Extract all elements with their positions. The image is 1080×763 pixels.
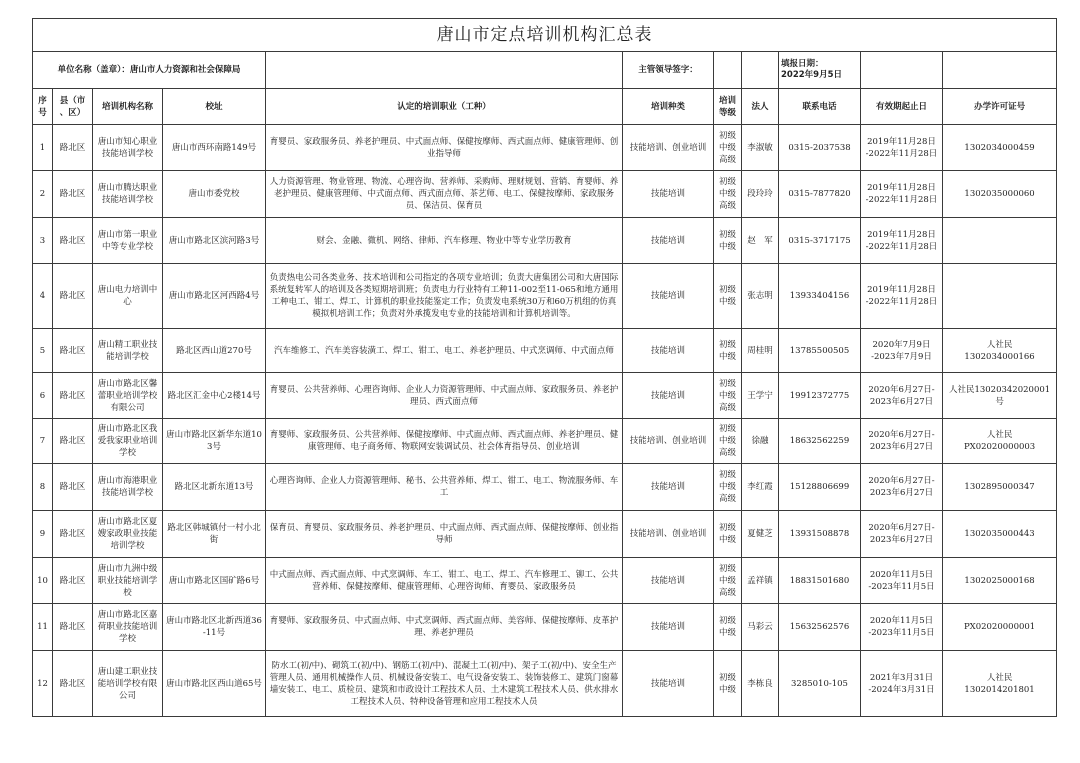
cell-level — [714, 419, 742, 464]
table-row — [33, 218, 1057, 264]
cell-license — [943, 419, 1057, 464]
cell-level — [714, 329, 742, 373]
cell-license-line: 人社民13020342020001号 — [948, 384, 1051, 407]
cell-training-type: 技能培训 — [623, 264, 714, 329]
header-level-line: 等级 — [718, 107, 736, 118]
cell-institution-name: 唐山市知心职业技能培训学校 — [93, 125, 163, 171]
cell-county: 路北区 — [53, 651, 93, 717]
table-row — [33, 264, 1057, 329]
cell-phone: 13933404156 — [779, 264, 861, 329]
cell-license — [943, 373, 1057, 419]
header-county-line: 、区） — [59, 107, 86, 118]
cell-validity-line: 2019年11月28日 — [867, 136, 936, 147]
cell-address: 路北区韩城镇付一村小北街 — [163, 511, 266, 558]
cell-phone: 3285010-105 — [779, 651, 861, 717]
header-level — [714, 89, 742, 125]
cell-validity-line: 2020年6月27日- — [868, 430, 935, 440]
cell-level-line: 高级 — [718, 494, 736, 504]
cell-address: 唐山市路北区西山道65号 — [163, 651, 266, 717]
cell-legal-person: 张志明 — [742, 264, 779, 329]
fill-date — [779, 52, 861, 89]
cell-seq: 5 — [33, 329, 53, 373]
cell-validity-line: 2020年7月9日 — [872, 339, 931, 350]
cell-level-line: 中级 — [718, 482, 736, 492]
cell-validity — [861, 558, 943, 604]
header-license: 办学许可证号 — [943, 89, 1057, 125]
cell-seq: 10 — [33, 558, 53, 604]
cell-occupations: 育婴师、家政服务员、公共营养师、保健按摩师、中式面点师、西式面点师、养老护理员、健康管理师、电子商务师、物联网安装调试员、社会体育指导员、创业培训 — [266, 419, 623, 464]
header-seq-line: 序 — [38, 95, 47, 106]
cell-address: 唐山市路北区北新西道36-11号 — [163, 604, 266, 651]
cell-seq: 12 — [33, 651, 53, 717]
cell-validity-line: 2023年6月27日 — [869, 396, 934, 407]
cell-address: 路北区北新东道13号 — [163, 464, 266, 511]
table-row — [33, 329, 1057, 373]
cell-training-type: 技能培训 — [623, 171, 714, 218]
cell-validity — [861, 329, 943, 373]
cell-level — [714, 218, 742, 264]
cell-license-line: 1302034000459 — [964, 142, 1035, 153]
cell-validity — [861, 604, 943, 651]
cell-license-line: PX02020000003 — [963, 442, 1036, 452]
cell-level-line: 中级 — [718, 436, 736, 446]
table-row — [33, 373, 1057, 419]
cell-validity-line: 2020年6月27日- — [868, 476, 935, 486]
cell-license — [943, 464, 1057, 511]
header-phone: 联系电话 — [779, 89, 861, 125]
cell-level-line: 高级 — [718, 154, 736, 165]
cell-county: 路北区 — [53, 464, 93, 511]
cell-validity-line: 2020年6月27日- — [868, 523, 935, 533]
cell-seq: 1 — [33, 125, 53, 171]
cell-license — [943, 125, 1057, 171]
cell-occupations: 人力资源管理、物业管理、物流、心理咨询、营养师、采购师、理财规划、营销、育婴师、养老护理员、健康管理师、中式面点师、西式面点师、茶艺师、电工、保健按摩师、家政服务员、保洁员、保育员 — [266, 171, 623, 218]
cell-level-line: 中级 — [718, 297, 736, 307]
cell-legal-person: 马彩云 — [742, 604, 779, 651]
cell-license — [943, 651, 1057, 717]
cell-county: 路北区 — [53, 171, 93, 218]
header-training-type: 培训种类 — [623, 89, 714, 125]
cell-legal-person: 周桂明 — [742, 329, 779, 373]
unit-name-label: 单位名称（盖章）：唐山市人力资源和社会保障局 — [33, 52, 266, 89]
header-seq-line: 号 — [38, 107, 47, 118]
cell-level-line: 初级 — [718, 424, 736, 434]
cell-level-line: 初级 — [718, 672, 736, 683]
cell-legal-person: 赵 军 — [742, 218, 779, 264]
table-row — [33, 604, 1057, 651]
cell-level-line: 初级 — [718, 378, 736, 389]
cell-validity — [861, 464, 943, 511]
cell-legal-person: 王学宁 — [742, 373, 779, 419]
cell-validity-line: -2022年11月28日 — [865, 297, 938, 307]
cell-validity-line: 2019年11月28日 — [867, 183, 936, 193]
cell-level-line: 中级 — [718, 351, 736, 362]
cell-validity-line: -2022年11月28日 — [865, 195, 938, 205]
cell-occupations: 财会、金融、微机、网络、律师、汽车修理、物业中等专业学历教育 — [266, 218, 623, 264]
cell-county: 路北区 — [53, 558, 93, 604]
cell-address: 唐山市路北区新华东道103号 — [163, 419, 266, 464]
cell-level-line: 中级 — [718, 684, 736, 695]
cell-level — [714, 125, 742, 171]
cell-training-type: 技能培训 — [623, 604, 714, 651]
table-row — [33, 558, 1057, 604]
cell-level-line: 中级 — [718, 390, 736, 401]
cell-training-type: 技能培训、创业培训 — [623, 125, 714, 171]
cell-license — [943, 329, 1057, 373]
cell-occupations: 育婴员、家政服务员、养老护理员、中式面点师、保健按摩师、西式面点师、健康管理师、创业指导师 — [266, 125, 623, 171]
cell-level-line: 高级 — [718, 402, 736, 413]
cell-validity — [861, 651, 943, 717]
cell-validity-line: -2024年3月31日 — [868, 684, 935, 695]
cell-phone: 13785500505 — [779, 329, 861, 373]
cell-institution-name: 唐山电力培训中心 — [93, 264, 163, 329]
cell-level-line: 初级 — [718, 523, 736, 533]
cell-legal-person: 李红霞 — [742, 464, 779, 511]
cell-level-line: 初级 — [718, 470, 736, 480]
cell-institution-name: 唐山精工职业技能培训学校 — [93, 329, 163, 373]
cell-address: 唐山市委党校 — [163, 171, 266, 218]
cell-legal-person: 李淑敏 — [742, 125, 779, 171]
cell-institution-name: 唐山市第一职业中等专业学校 — [93, 218, 163, 264]
cell-license-line: 1302035000060 — [964, 189, 1035, 199]
cell-seq: 8 — [33, 464, 53, 511]
cell-occupations: 心理咨询师、企业人力资源管理师、秘书、公共营养师、焊工、钳工、电工、物流服务师、车工 — [266, 464, 623, 511]
table-row — [33, 171, 1057, 218]
cell-phone: 15128806699 — [779, 464, 861, 511]
cell-license-line: 1302014201801 — [964, 684, 1035, 695]
cell-level-line: 中级 — [718, 535, 736, 545]
cell-validity-line: 2020年11月5日 — [869, 569, 934, 580]
cell-validity-line: 2019年11月28日 — [867, 285, 936, 295]
cell-county: 路北区 — [53, 419, 93, 464]
cell-validity-line: -2023年7月9日 — [871, 351, 932, 362]
info-blank-cell-4 — [943, 52, 1057, 89]
cell-phone: 15632562576 — [779, 604, 861, 651]
cell-level-line: 高级 — [718, 201, 736, 211]
cell-license — [943, 604, 1057, 651]
cell-validity — [861, 125, 943, 171]
cell-county: 路北区 — [53, 373, 93, 419]
cell-legal-person: 孟祥镇 — [742, 558, 779, 604]
cell-county: 路北区 — [53, 125, 93, 171]
cell-seq: 11 — [33, 604, 53, 651]
cell-phone: 18831501680 — [779, 558, 861, 604]
header-legal-person: 法人 — [742, 89, 779, 125]
header-county — [53, 89, 93, 125]
cell-validity-line: 2021年3月31日 — [869, 672, 934, 683]
cell-level — [714, 651, 742, 717]
cell-license-line: 1302025000168 — [964, 575, 1035, 586]
cell-seq: 4 — [33, 264, 53, 329]
leader-signature-label: 主管领导签字： — [623, 52, 714, 89]
cell-county: 路北区 — [53, 264, 93, 329]
cell-phone: 13931508878 — [779, 511, 861, 558]
cell-license — [943, 511, 1057, 558]
training-institutions-table — [32, 18, 1057, 717]
cell-training-type: 技能培训 — [623, 464, 714, 511]
column-header-row — [33, 89, 1057, 125]
cell-county: 路北区 — [53, 329, 93, 373]
cell-training-type: 技能培训 — [623, 651, 714, 717]
cell-training-type: 技能培训 — [623, 329, 714, 373]
signature-blank-cell-2 — [742, 52, 779, 89]
info-blank-cell-3 — [861, 52, 943, 89]
table-row — [33, 511, 1057, 558]
cell-license-line: 人社民 — [986, 672, 1013, 683]
cell-institution-name: 唐山市海港职业技能培训学校 — [93, 464, 163, 511]
cell-level-line: 初级 — [718, 229, 736, 240]
cell-validity-line: 2023年6月27日 — [869, 535, 934, 545]
cell-level-line: 初级 — [718, 285, 736, 295]
cell-validity — [861, 419, 943, 464]
cell-level — [714, 264, 742, 329]
cell-level-line: 初级 — [718, 616, 736, 626]
cell-institution-name: 唐山市路北区馨蕾职业培训学校有限公司 — [93, 373, 163, 419]
cell-level — [714, 464, 742, 511]
document-title: 唐山市定点培训机构汇总表 — [33, 19, 1057, 52]
cell-license-line: 1302035000443 — [964, 529, 1035, 539]
cell-institution-name: 唐山市路北区我爱我家职业培训学校 — [93, 419, 163, 464]
cell-occupations: 汽车维修工、汽车美容装潢工、焊工、钳工、电工、养老护理员、中式烹调师、中式面点师 — [266, 329, 623, 373]
cell-level-line: 高级 — [718, 587, 736, 598]
cell-level-line: 中级 — [718, 241, 736, 252]
cell-phone: 0315-2037538 — [779, 125, 861, 171]
cell-occupations: 负责热电公司各类业务、技术培训和公司指定的各项专业培训；负责大唐集团公司和大唐国际系统复转军人的培训及各类短期培训班；负责电力行业特有工种11-002至11-065和地方通用工种电工、钳工、焊工、计算机的职业技能鉴定工作；负责发电系统30万和60万机组的仿真模拟机培训工作；负责对外承揽发电专业的技能培训和计算机培训等。 — [266, 264, 623, 329]
table-row — [33, 419, 1057, 464]
cell-validity — [861, 511, 943, 558]
cell-occupations: 育婴员、公共营养师、心理咨询师、企业人力资源管理师、中式面点师、家政服务员、养老护理员、西式面点师 — [266, 373, 623, 419]
header-seq — [33, 89, 53, 125]
cell-seq: 7 — [33, 419, 53, 464]
cell-level-line: 中级 — [718, 575, 736, 586]
cell-validity-line: -2022年11月28日 — [865, 148, 938, 159]
cell-phone: 19912372775 — [779, 373, 861, 419]
cell-license — [943, 218, 1057, 264]
cell-level — [714, 171, 742, 218]
cell-level — [714, 604, 742, 651]
cell-seq: 6 — [33, 373, 53, 419]
cell-level — [714, 373, 742, 419]
cell-level-line: 初级 — [718, 130, 736, 141]
cell-level-line: 中级 — [718, 628, 736, 638]
cell-license-line: 人社民 — [986, 430, 1013, 440]
cell-institution-name: 唐山市路北区夏嫂家政职业技能培训学校 — [93, 511, 163, 558]
cell-address: 唐山市西环南路149号 — [163, 125, 266, 171]
cell-level-line: 初级 — [718, 563, 736, 574]
cell-occupations: 中式面点师、西式面点师、中式烹调师、车工、钳工、电工、焊工、汽车修理工、铆工、公共营养师、保健按摩师、健康管理师、心理咨询师、育婴员、家政服务员 — [266, 558, 623, 604]
cell-training-type: 技能培训 — [623, 558, 714, 604]
signature-blank-cell — [714, 52, 742, 89]
header-county-line: 县（市 — [59, 95, 86, 106]
cell-legal-person: 段玲玲 — [742, 171, 779, 218]
cell-institution-name: 唐山市九洲中级职业技能培训学校 — [93, 558, 163, 604]
cell-validity — [861, 264, 943, 329]
cell-institution-name: 唐山建工职业技能培训学校有限公司 — [93, 651, 163, 717]
cell-validity-line: 2023年6月27日 — [869, 442, 934, 452]
cell-legal-person: 夏健芝 — [742, 511, 779, 558]
cell-occupations: 育婴师、家政服务员、中式面点师、中式烹调师、西式面点师、美容师、保健按摩师、皮革护理、养老护理员 — [266, 604, 623, 651]
cell-license-line: PX02020000001 — [963, 622, 1036, 632]
cell-validity-line: 2020年11月5日 — [869, 616, 934, 626]
cell-level-line: 初级 — [718, 177, 736, 187]
cell-level-line: 中级 — [718, 142, 736, 153]
cell-address: 唐山市路北区国矿路6号 — [163, 558, 266, 604]
cell-legal-person: 徐融 — [742, 419, 779, 464]
cell-address: 唐山市路北区滨河路3号 — [163, 218, 266, 264]
cell-level-line: 中级 — [718, 189, 736, 199]
cell-occupations: 防水工(初/中)、砌筑工(初/中)、钢筋工(初/中)、混凝土工(初/中)、架子工(初/中)、安全生产管理人员、通用机械操作人员、机械设备安装工、电气设备安装工、装饰装修工、建筑门窗幕墙安装工、电工、质检员、建筑和市政设计工程技术人员、土木建筑工程技术人员、供水排水工程技术人员、特种设备管理和应用工程技术人员 — [266, 651, 623, 717]
cell-validity-line: -2023年11月5日 — [868, 628, 935, 638]
cell-validity-line: 2023年6月27日 — [869, 488, 934, 498]
cell-institution-name: 唐山市腾达职业技能培训学校 — [93, 171, 163, 218]
cell-training-type: 技能培训 — [623, 218, 714, 264]
cell-address: 路北区西山道270号 — [163, 329, 266, 373]
cell-validity-line: -2023年11月5日 — [868, 581, 935, 592]
fill-date-value: 2022年9月5日 — [781, 70, 842, 80]
cell-county: 路北区 — [53, 604, 93, 651]
cell-validity-line: 2020年6月27日- — [868, 384, 935, 395]
cell-license — [943, 264, 1057, 329]
cell-license-line: 1302034000166 — [964, 351, 1035, 362]
info-blank-cell — [266, 52, 623, 89]
cell-address: 路北区汇金中心2楼14号 — [163, 373, 266, 419]
header-occupations: 认定的培训职业（工种） — [266, 89, 623, 125]
cell-level — [714, 511, 742, 558]
cell-institution-name: 唐山市路北区嘉荷职业技能培训学校 — [93, 604, 163, 651]
header-validity: 有效期起止日 — [861, 89, 943, 125]
cell-county: 路北区 — [53, 511, 93, 558]
cell-phone: 0315-3717175 — [779, 218, 861, 264]
cell-license — [943, 171, 1057, 218]
cell-phone: 18632562259 — [779, 419, 861, 464]
cell-legal-person: 李栋良 — [742, 651, 779, 717]
cell-validity-line: -2022年11月28日 — [865, 241, 938, 252]
cell-license-line: 1302895000347 — [964, 482, 1035, 492]
cell-training-type: 技能培训、创业培训 — [623, 511, 714, 558]
cell-level-line: 高级 — [718, 448, 736, 458]
cell-seq: 2 — [33, 171, 53, 218]
cell-seq: 3 — [33, 218, 53, 264]
cell-county: 路北区 — [53, 218, 93, 264]
header-name: 培训机构名称 — [93, 89, 163, 125]
cell-validity — [861, 373, 943, 419]
table-row — [33, 125, 1057, 171]
fill-date-label: 填报日期： — [781, 59, 824, 69]
cell-address: 唐山市路北区河西路4号 — [163, 264, 266, 329]
cell-level — [714, 558, 742, 604]
cell-validity — [861, 218, 943, 264]
header-level-line: 培训 — [718, 95, 736, 106]
cell-seq: 9 — [33, 511, 53, 558]
cell-license — [943, 558, 1057, 604]
cell-license-line: 人社民 — [986, 339, 1013, 350]
cell-occupations: 保育员、育婴员、家政服务员、养老护理员、中式面点师、西式面点师、保健按摩师、创业指导师 — [266, 511, 623, 558]
cell-level-line: 初级 — [718, 339, 736, 350]
cell-validity-line: 2019年11月28日 — [867, 229, 936, 240]
header-address: 校址 — [163, 89, 266, 125]
cell-phone: 0315-7877820 — [779, 171, 861, 218]
table-row — [33, 464, 1057, 511]
cell-training-type: 技能培训、创业培训 — [623, 419, 714, 464]
cell-validity — [861, 171, 943, 218]
cell-training-type: 技能培训 — [623, 373, 714, 419]
table-row — [33, 651, 1057, 717]
